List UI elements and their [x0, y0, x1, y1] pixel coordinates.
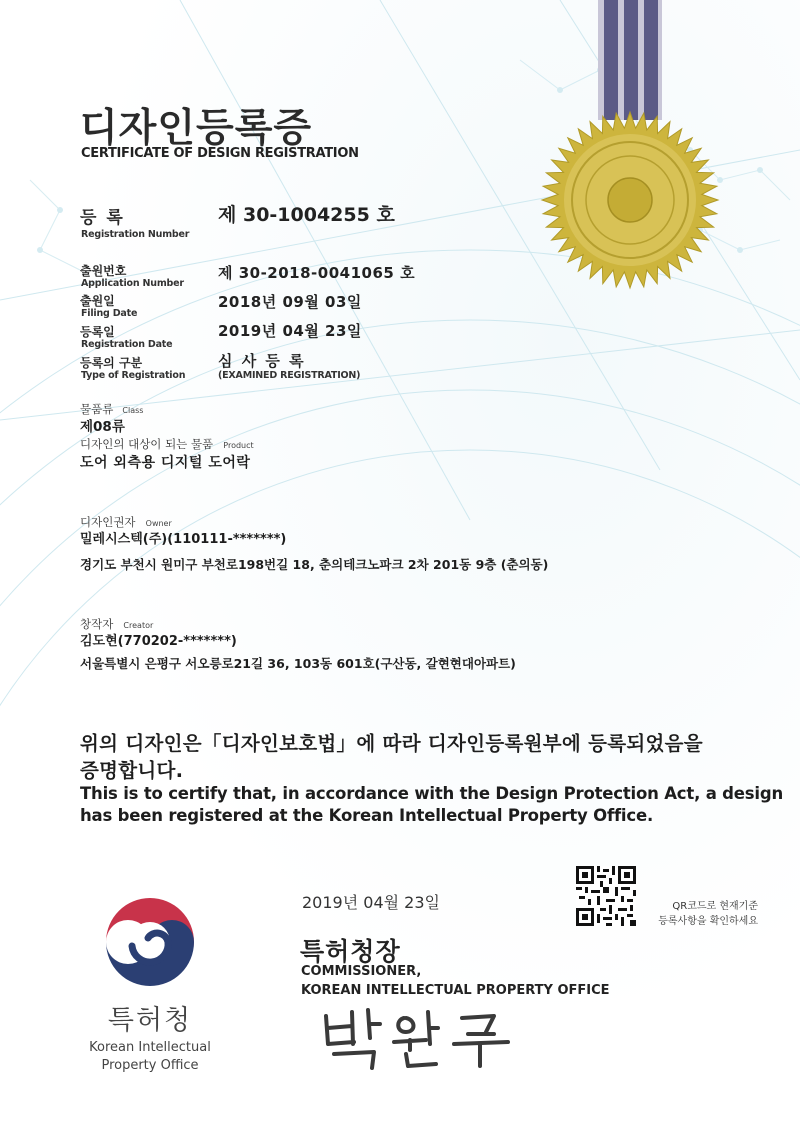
- application-number: 제 30-2018-0041065 호: [218, 264, 416, 282]
- application-label: 출원번호: [80, 264, 127, 278]
- certification-statement-korean-line2: 증명합니다.: [80, 759, 184, 782]
- kipo-logo-english-line1: Korean Intellectual: [89, 1040, 211, 1055]
- commissioner-title: 특허청장: [300, 937, 401, 966]
- registration-type-english: (EXAMINED REGISTRATION): [218, 370, 361, 381]
- creator-address: 서울특별시 은평구 서오릉로21길 36, 103동 601호(구산동, 갈현현대아파트): [80, 656, 516, 671]
- registration-type-label-english: Type of Registration: [81, 370, 186, 381]
- product-value: 도어 외측용 디지털 도어락: [80, 455, 251, 471]
- owner-name: 밀레시스텍(주)(110111-*******): [80, 532, 287, 547]
- registration-type-label: 등록의 구분: [80, 356, 143, 370]
- class-label-english: Class: [122, 406, 144, 415]
- filing-date: 2018년 09월 03일: [218, 293, 362, 311]
- certificate-title-english: CERTIFICATE OF DESIGN REGISTRATION: [81, 146, 359, 161]
- issue-date: 2019년 04월 23일: [302, 893, 440, 912]
- owner-label-english: Owner: [145, 519, 172, 528]
- registration-type: 심 사 등 록: [218, 352, 306, 370]
- registration-label: 등 록: [80, 208, 125, 228]
- class-label: 물품류: [80, 402, 114, 416]
- class-value: 제08류: [80, 419, 125, 435]
- qr-note-line1: QR코드로 현재기준: [672, 901, 758, 912]
- gold-seal: [542, 112, 718, 288]
- qr-code[interactable]: [576, 866, 636, 926]
- product-label-row: [80, 433, 254, 452]
- qr-note-line2: 등록사항을 확인하세요: [658, 916, 758, 927]
- certification-statement-english-line1: This is to certify that, in accordance with the Design Protection Act, a design: [80, 784, 784, 803]
- creator-name: 김도현(770202-*******): [80, 634, 237, 649]
- kipo-logo-korean-name: 특허청: [107, 1005, 193, 1036]
- owner-label: 디자인권자: [80, 515, 136, 529]
- application-label-english: Application Number: [81, 278, 184, 289]
- creator-label: 창작자: [80, 617, 114, 631]
- product-label: 디자인의 대상이 되는 물품: [80, 437, 214, 451]
- filing-date-label: 출원일: [80, 294, 115, 308]
- ribbon: [598, 0, 662, 120]
- kipo-logo: [98, 890, 202, 994]
- creator-label-english: Creator: [123, 621, 154, 630]
- registration-label-english: Registration Number: [81, 229, 190, 240]
- certification-statement-korean-line1: 위의 디자인은「디자인보호법」에 따라 디자인등록원부에 등록되었음을: [80, 732, 703, 755]
- registration-date-label-english: Registration Date: [81, 339, 173, 350]
- certificate-title: 디자인등록증: [80, 106, 313, 151]
- kipo-logo-english-line2: Property Office: [101, 1058, 199, 1073]
- registration-date: 2019년 04월 23일: [218, 322, 362, 340]
- product-label-english: Product: [223, 441, 254, 450]
- filing-date-label-english: Filing Date: [81, 308, 138, 319]
- certification-statement-english-line2: has been registered at the Korean Intellectual Property Office.: [80, 806, 654, 825]
- commissioner-signature: [318, 1004, 528, 1074]
- registration-date-label: 등록일: [80, 325, 115, 339]
- commissioner-english-line1: COMMISSIONER,: [301, 964, 422, 979]
- registration-number: 제 30-1004255 호: [218, 204, 395, 226]
- owner-address: 경기도 부천시 원미구 부천로198번길 18, 춘의테크노파크 2차 201동 9층 (춘의동): [80, 557, 549, 572]
- commissioner-english-line2: KOREAN INTELLECTUAL PROPERTY OFFICE: [301, 983, 610, 998]
